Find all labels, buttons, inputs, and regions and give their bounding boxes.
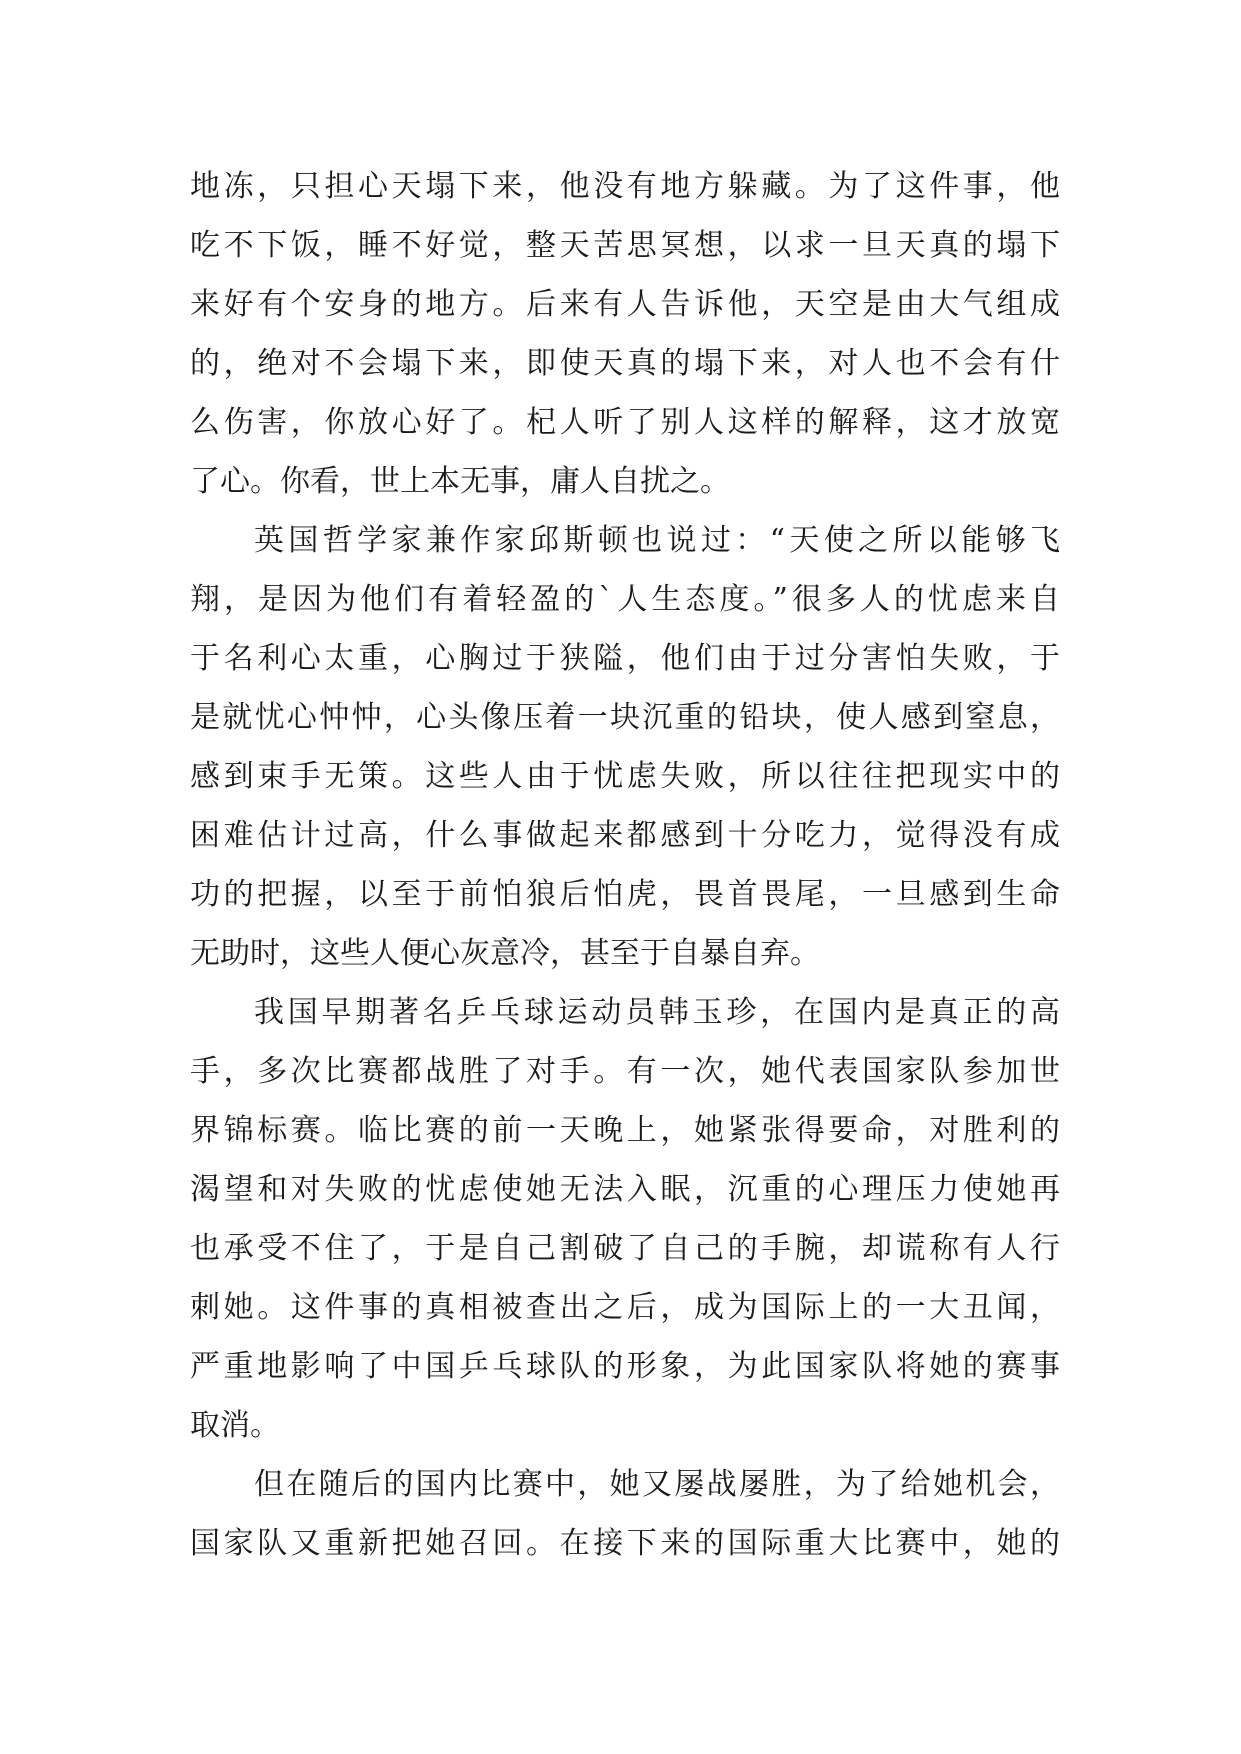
text-line: 功的把握，以至于前怕狼后怕虎，畏首畏尾，一旦感到生命: [190, 877, 1060, 912]
paragraph-1: [190, 157, 1060, 511]
text-line: 无助时，这些人便心灰意冷，甚至于自暴自弃。: [190, 936, 820, 971]
text-line: 么伤害，你放心好了。杞人听了别人这样的解释，这才放宽: [190, 405, 1060, 440]
text-line: 吃不下饭，睡不好觉，整天苦思冥想，以求一旦天真的塌下: [190, 228, 1060, 263]
text-line: 但在随后的国内比赛中，她又屡战屡胜，为了给她机会，: [254, 1467, 1060, 1502]
text-line: 于名利心太重，心胸过于狭隘，他们由于过分害怕失败，于: [190, 641, 1060, 676]
text-line: 的，绝对不会塌下来，即使天真的塌下来，对人也不会有什: [190, 346, 1060, 381]
text-line: 了心。你看，世上本无事，庸人自扰之。: [190, 464, 730, 499]
text-line: 手，多次比赛都战胜了对手。有一次，她代表国家队参加世: [190, 1054, 1060, 1089]
text-line: 取消。: [190, 1408, 280, 1443]
text-line: 是就忧心忡忡，心头像压着一块沉重的铅块，使人感到窒息，: [190, 700, 1060, 735]
text-line: 刺她。这件事的真相被查出之后，成为国际上的一大丑闻，: [190, 1290, 1060, 1325]
text-line: 也承受不住了，于是自己割破了自己的手腕，却谎称有人行: [190, 1231, 1060, 1266]
paragraph-2: [190, 511, 1060, 983]
text-line: 我国早期著名乒乓球运动员韩玉珍，在国内是真正的高: [254, 995, 1060, 1030]
document-body: [190, 157, 1060, 1573]
text-line: 严重地影响了中国乒乓球队的形象，为此国家队将她的赛事: [190, 1349, 1060, 1384]
text-line: 翔，是因为他们有着轻盈的`人生态度。”很多人的忧虑来自: [190, 582, 1060, 617]
text-line: 国家队又重新把她召回。在接下来的国际重大比赛中，她的: [190, 1526, 1060, 1561]
text-line: 界锦标赛。临比赛的前一天晚上，她紧张得要命，对胜利的: [190, 1113, 1060, 1148]
text-line: 来好有个安身的地方。后来有人告诉他，天空是由大气组成: [190, 287, 1060, 322]
text-line: 感到束手无策。这些人由于忧虑失败，所以往往把现实中的: [190, 759, 1060, 794]
text-line: 渴望和对失败的忧虑使她无法入眠，沉重的心理压力使她再: [190, 1172, 1060, 1207]
text-line: 地冻，只担心天塌下来，他没有地方躲藏。为了这件事，他: [190, 169, 1060, 204]
paragraph-4: [190, 1455, 1060, 1573]
text-line: 困难估计过高，什么事做起来都感到十分吃力，觉得没有成: [190, 818, 1060, 853]
paragraph-3: [190, 983, 1060, 1455]
text-line: 英国哲学家兼作家邱斯顿也说过：“天使之所以能够飞: [254, 523, 1060, 558]
